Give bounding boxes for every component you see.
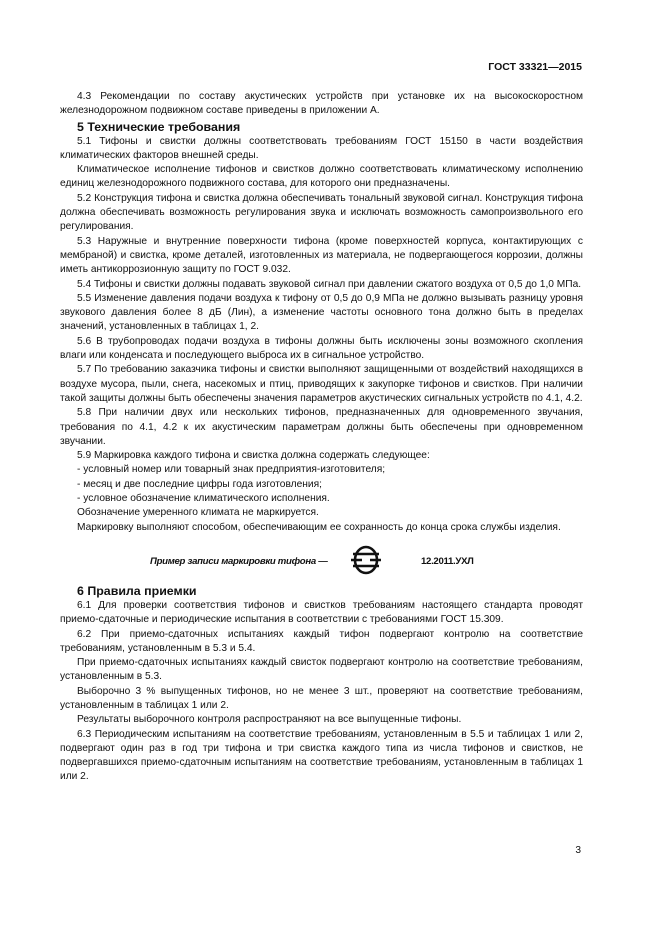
paragraph-6-1: 6.1 Для проверки соответствия тифонов и свистков требованиям настоящего стандарта проводят приемо-сдаточные и периодические испытания в соответствии с требованиями ГОСТ 15.309. [60, 599, 583, 626]
list-item-marking-climate: - условное обозначение климатического исполнения. [77, 493, 330, 505]
list-item-marking-number: - условный номер или товарный знак предприятия-изготовителя; [77, 464, 386, 476]
section-5-title: 5 Технические требования [77, 119, 241, 134]
paragraph-5-3: 5.3 Наружные и внутренние поверхности тифона (кроме поверхностей корпуса, контактирующих с мембраной) и свистка, кроме деталей, изготовленных из материала, не подвергающегося коррозии, должны иметь антикоррозионную защиту по ГОСТ 9.032. [60, 235, 583, 276]
paragraph-moderate-climate: Обозначение умеренного климата не маркируется. [77, 507, 319, 519]
paragraph-5-2: 5.2 Конструкция тифона и свистка должна обеспечивать тональный звуковой сигнал. Конструкция тифона должна обеспечивать возможность регулирования звука и исключать возможность самопроизвольного его регулирования. [60, 192, 583, 233]
document-code-header: ГОСТ 33321—2015 [488, 61, 582, 73]
marking-example [60, 541, 583, 583]
paragraph-5-1: 5.1 Тифоны и свистки должны соответствовать требованиям ГОСТ 15150 в части воздействия климатических факторов внешней среды. [60, 135, 583, 161]
list-item-marking-date: - месяц и две последние цифры года изготовления; [77, 478, 322, 490]
paragraph-5-4: 5.4 Тифоны и свистки должны подавать звуковой сигнал при давлении сжатого воздуха от 0,5 до 1,0 МПа. [77, 278, 582, 290]
paragraph-5-7: 5.7 По требованию заказчика тифоны и свистки выполняют защищенными от воздействий находящихся в воздухе мусора, пыли, снега, насекомых и птиц, приводящих к закупорке тифонов и свистков. При наличии такой защиты должны быть обеспечены значения параметров акустических сигнальных устройств по 4.1, 4.2. [60, 364, 583, 404]
paragraph-6-2-whistle: При приемо-сдаточных испытаниях каждый свисток подвергают контролю на соответствие требованиям, установленным в 5.3. [60, 657, 583, 683]
marking-example-code: 12.2011.УХЛ [421, 555, 474, 567]
paragraph-6-3: 6.3 Периодическим испытаниям на соответствие требованиям, установленным в 5.5 и таблицах 1 или 2, подвергают один раз в год три тифона и три свистка каждого типа из числа тифонов и свистков, не подвергавшихся приемо-сдаточным испытаниям на соответствие требованиям, установленным в таблицах 1 или 2. [60, 728, 583, 783]
paragraph-6-2-sample: Выборочно 3 % выпущенных тифонов, но не менее 3 шт., проверяют на соответствие требованиям, установленным в таблицах 1 или 2. [60, 685, 583, 711]
paragraph-5-5: 5.5 Изменение давления подачи воздуха к тифону от 0,5 до 0,9 МПа не должно вызывать разницу уровня звукового давления более 8 дБ (Лин), а изменение частоты основного тона должно быть в пределах значений, установленных в таблицах 1, 2. [60, 292, 583, 333]
paragraph-5-6: 5.6 В трубопроводах подачи воздуха в тифоны должны быть исключены зоны возможного скопления влаги или конденсата и последующего выброса их в сигнальное устройство. [60, 335, 583, 362]
page-number: 3 [575, 845, 581, 856]
paragraph-6-2: 6.2 При приемо-сдаточных испытаниях каждый тифон подвергают контролю на соответствие требованиям, установленным в 5.3 и 5.4. [60, 628, 583, 654]
paragraph-4-3: 4.3 Рекомендации по составу акустических устройств при установке их на высокоскоростном железнодорожном подвижном составе приведены в приложении А. [60, 91, 583, 117]
marking-example-label: Пример записи маркировки тифона — [150, 555, 328, 567]
paragraph-marking-method: Маркировку выполняют способом, обеспечивающим ее сохранность до конца срока службы изделия. [77, 521, 561, 533]
paragraph-5-9: 5.9 Маркировка каждого тифона и свистка должна содержать следующее: [77, 450, 430, 462]
paragraph-6-2-results: Результаты выборочного контроля распространяют на все выпущенные тифоны. [77, 714, 462, 726]
paragraph-5-8: 5.8 При наличии двух или нескольких тифонов, предназначенных для одновременного звучания, требования по 4.1, 4.2 к их акустическим параметрам должны быть обеспечены при одновременном звучании. [60, 407, 583, 447]
paragraph-5-1-climate: Климатическое исполнение тифонов и свистков должно соответствовать климатическому исполнению единиц железнодорожного подвижного состава, для которого они предназначены. [60, 164, 583, 190]
manufacturer-mark-icon [350, 543, 382, 577]
document-body [60, 90, 583, 785]
section-6-title: 6 Правила приемки [77, 583, 197, 598]
